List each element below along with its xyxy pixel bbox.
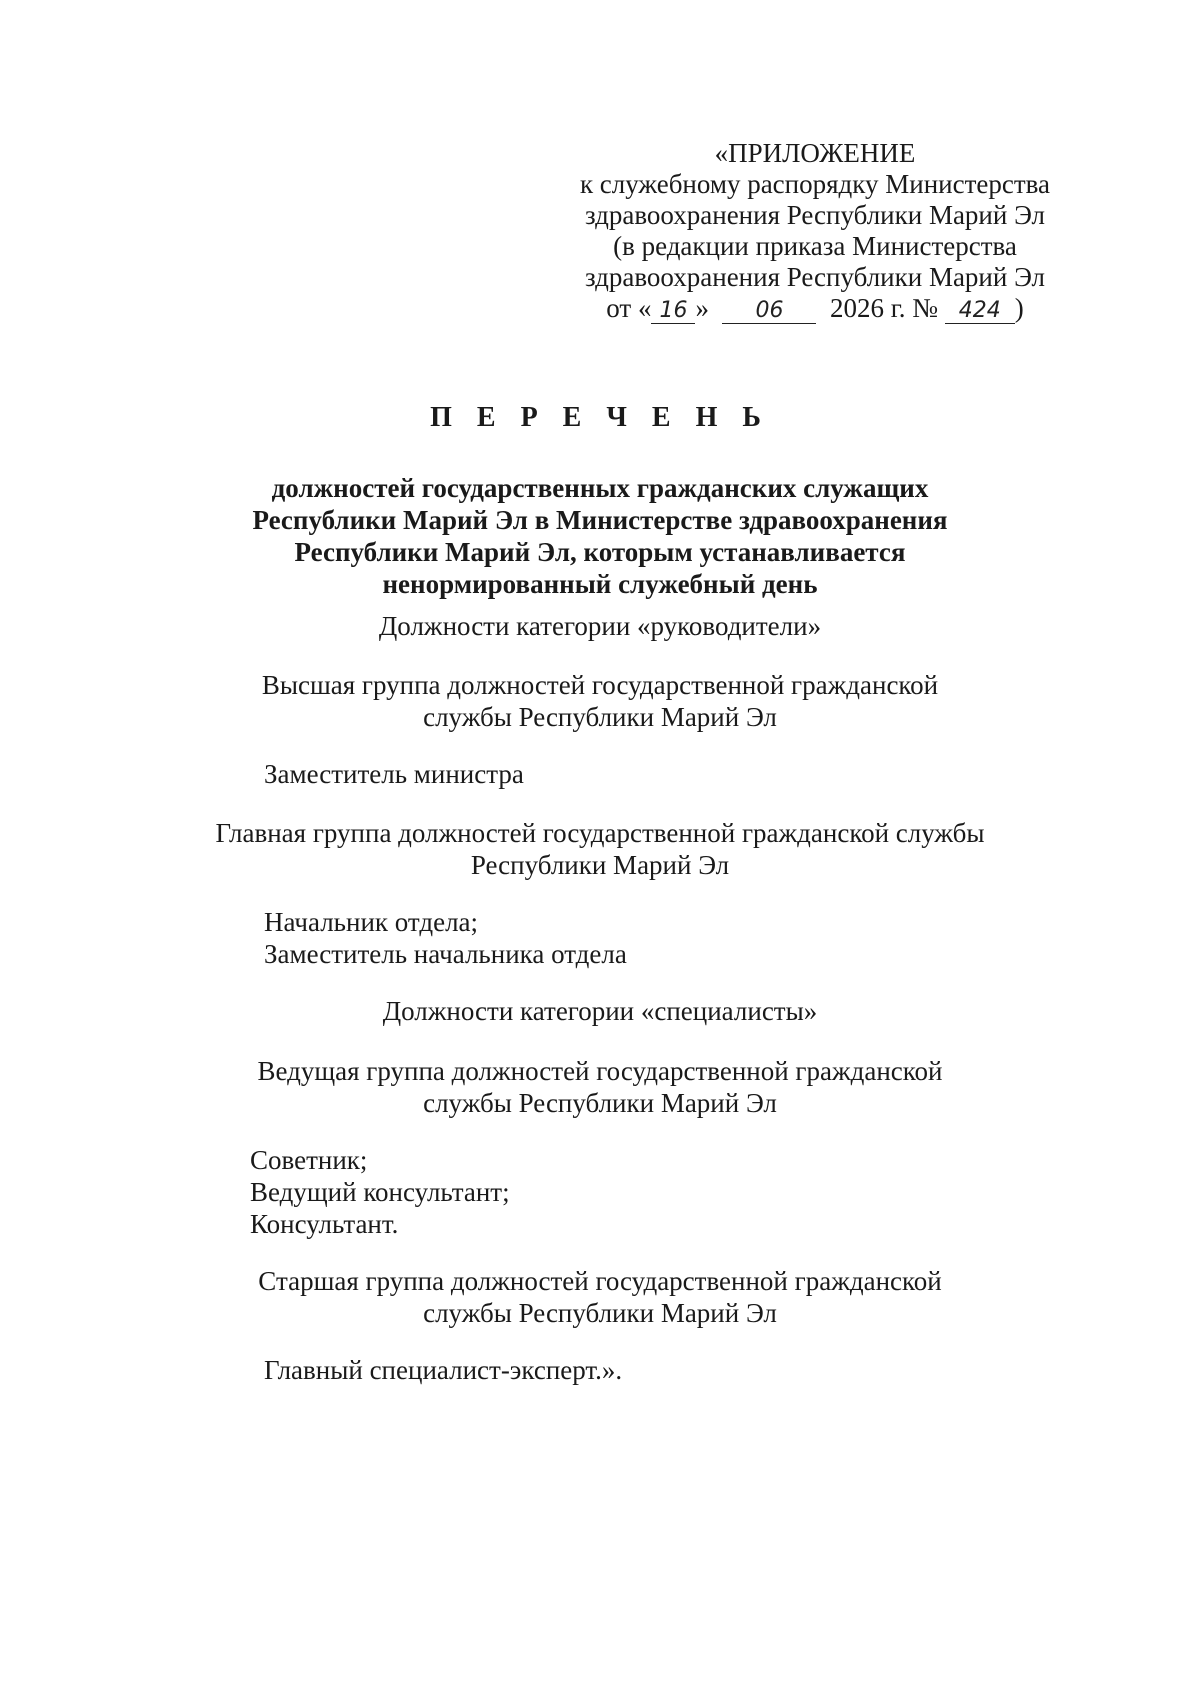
position-item: Главный специалист-эксперт.». [264, 1355, 623, 1385]
position-list-highest [264, 758, 524, 790]
subtitle-line: Республики Марий Эл, которым устанавливается [294, 537, 906, 567]
appendix-line: здравоохранения Республики Марий Эл [584, 200, 1046, 230]
position-list-main [264, 906, 627, 970]
handwritten-month: 06 [722, 299, 816, 324]
date-prefix: от « [606, 293, 652, 323]
position-item: Заместитель министра [264, 759, 524, 789]
position-list-leading [250, 1144, 510, 1240]
group-heading-main [0, 817, 1200, 881]
group-heading-line: Высшая группа должностей государственной гражданской [261, 670, 939, 700]
appendix-line: «ПРИЛОЖЕНИЕ [714, 138, 916, 168]
category-heading-heads: Должности категории «руководители» [378, 611, 822, 641]
category-heading-specialists: Должности категории «специалисты» [382, 996, 818, 1026]
group-heading-line: Главная группа должностей государственной гражданской службы [215, 818, 985, 848]
subtitle-line: должностей государственных гражданских служащих [271, 473, 929, 503]
order-date-line [560, 293, 1070, 324]
subtitle-line: ненормированный служебный день [382, 569, 818, 599]
appendix-line: к служебному распорядку Министерства [579, 169, 1051, 199]
position-item: Советник; [250, 1145, 368, 1175]
appendix-header [560, 138, 1070, 324]
group-heading-senior [0, 1265, 1200, 1329]
position-item: Ведущий консультант; [250, 1177, 510, 1207]
document-title: П Е Р Е Ч Е Н Ь [430, 402, 770, 433]
position-item: Начальник отдела; [264, 907, 479, 937]
position-list-senior [264, 1354, 622, 1386]
group-heading-line: Республики Марий Эл [470, 850, 730, 880]
group-heading-leading [0, 1055, 1200, 1119]
date-day-close: » [695, 293, 709, 323]
group-heading-line: службы Республики Марий Эл [423, 1298, 777, 1328]
subtitle-line: Республики Марий Эл в Министерстве здравоохранения [252, 505, 948, 535]
group-heading-line: службы Республики Марий Эл [423, 1088, 777, 1118]
appendix-line: здравоохранения Республики Марий Эл [584, 262, 1046, 292]
group-heading-line: Старшая группа должностей государственной гражданской [258, 1266, 942, 1296]
group-heading-line: Ведущая группа должностей государственной гражданской [257, 1056, 943, 1086]
position-item: Консультант. [250, 1209, 399, 1239]
date-close: ) [1014, 293, 1024, 323]
date-year-text: 2026 г. № [829, 293, 938, 323]
position-item: Заместитель начальника отдела [264, 939, 627, 969]
appendix-line: (в редакции приказа Министерства [613, 231, 1017, 261]
handwritten-order-number: 424 [945, 299, 1015, 324]
group-heading-highest [0, 669, 1200, 733]
group-heading-line: службы Республики Марий Эл [423, 702, 777, 732]
handwritten-day: 16 [651, 299, 695, 324]
document-subtitle [0, 472, 1200, 600]
